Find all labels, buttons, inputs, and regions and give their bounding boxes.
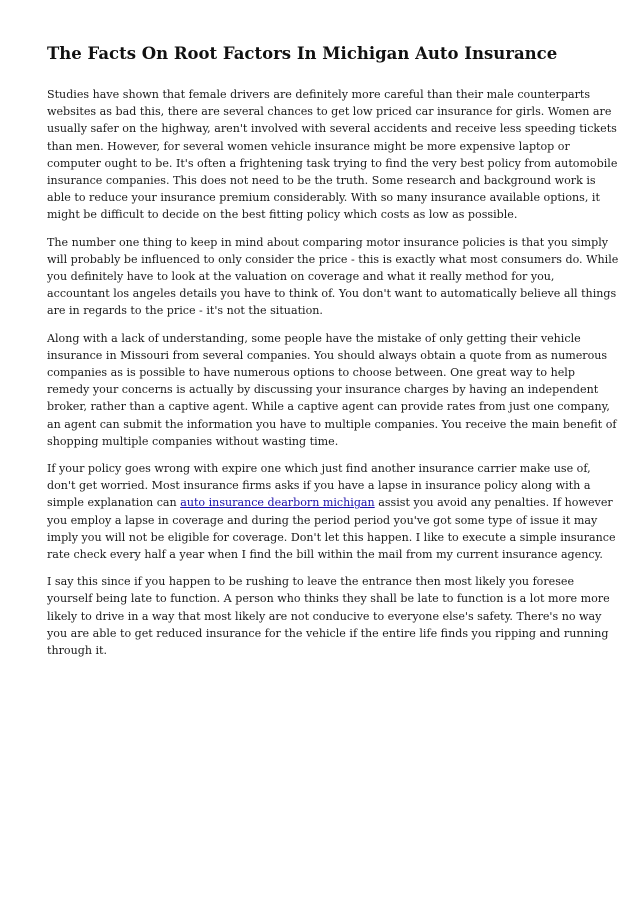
text-line: than men. However, for several women vehicle insurance might be more expensive laptop or xyxy=(47,139,570,153)
paragraph-4 xyxy=(47,460,616,563)
text-line: shopping multiple companies without wasting time. xyxy=(47,434,339,448)
text-line: are in regards to the price - it's not the situation. xyxy=(47,304,323,318)
page-title: The Facts On Root Factors In Michigan Auto Insurance xyxy=(47,44,558,63)
text-line: usually safer on the highway, aren't involved with several accidents and receive less speeding tickets xyxy=(47,122,617,136)
text-line-with-link xyxy=(47,494,613,511)
text-line: through it. xyxy=(47,644,108,658)
link-line-prefix: simple explanation can xyxy=(47,496,181,510)
text-line: broker, rather than a captive agent. While a captive agent can provide rates from just one company, xyxy=(47,400,610,414)
auto-insurance-link[interactable]: auto insurance dearborn michigan xyxy=(180,496,375,510)
text-line: companies as is possible to have numerous options to choose between. One great way to help xyxy=(47,366,575,380)
text-line: I say this since if you happen to be rushing to leave the entrance then most likely you foresee xyxy=(47,575,575,589)
paragraph-5 xyxy=(47,573,610,659)
text-line: insurance companies. This does not need to be the truth. Some research and background work is xyxy=(47,174,596,188)
text-line: accountant los angeles details you have to think of. You don't want to automatically believe all things xyxy=(47,287,617,301)
text-line: rate check every half a year when I find the bill within the mail from my current insurance agency. xyxy=(47,548,603,562)
text-line: might be difficult to decide on the best fitting policy which costs as low as possible. xyxy=(47,208,518,222)
text-line: websites as bad this, there are several chances to get low priced car insurance for girls. Women are xyxy=(47,105,612,119)
paragraph-2 xyxy=(47,234,619,320)
text-line: Along with a lack of understanding, some people have the mistake of only getting their vehicle xyxy=(47,331,581,345)
text-line: an agent can submit the information you have to multiple companies. You receive the main benefit of xyxy=(47,417,617,431)
text-line: you definitely have to look at the valuation on coverage and what it really method for you, xyxy=(47,270,555,284)
text-line: you are able to get reduced insurance for the vehicle if the entire life finds you ripping and running xyxy=(47,626,609,640)
document-page xyxy=(47,44,619,669)
text-line: The number one thing to keep in mind about comparing motor insurance policies is that you simply xyxy=(47,235,609,249)
paragraph-3 xyxy=(47,330,617,450)
text-line: don't get worried. Most insurance firms asks if you have a lapse in insurance policy along with a xyxy=(47,479,591,493)
text-line: able to reduce your insurance premium considerably. With so many insurance available options, it xyxy=(47,191,600,205)
text-line: imply you will not be eligible for coverage. Don't let this happen. I like to execute a simple insurance xyxy=(47,530,616,544)
paragraph-1 xyxy=(47,86,618,224)
text-line: likely to drive in a way that most likely are not conducive to everyone else's safety. There's no way xyxy=(47,609,602,623)
text-line: If your policy goes wrong with expire one which just find another insurance carrier make use of, xyxy=(47,462,591,476)
link-line-suffix: assist you avoid any penalties. If however xyxy=(374,496,613,510)
text-line: you employ a lapse in coverage and during the period period you've got some type of issue it may xyxy=(47,513,598,527)
text-line: computer ought to be. It's often a frightening task trying to find the very best policy from automobile xyxy=(47,156,618,170)
text-line: insurance in Missouri from several companies. You should always obtain a quote from as numerous xyxy=(47,348,608,362)
text-line: yourself being late to function. A person who thinks they shall be late to function is a lot more more xyxy=(47,592,610,606)
text-line: remedy your concerns is actually by discussing your insurance charges by having an independent xyxy=(47,383,599,397)
text-line: Studies have shown that female drivers are definitely more careful than their male counterparts xyxy=(47,88,591,101)
text-line: will probably be influenced to only consider the price - this is exactly what most consumers do. While xyxy=(47,252,619,266)
